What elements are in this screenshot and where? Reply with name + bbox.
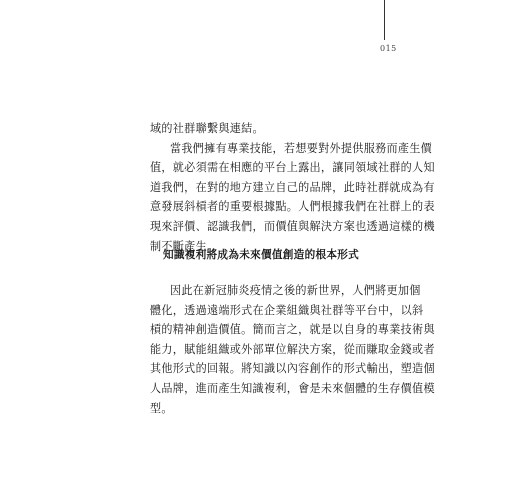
- text-line: 因此在新冠肺炎疫情之後的新世界，人們將更加個: [170, 284, 421, 297]
- text-line: 型。: [150, 401, 173, 415]
- text-line: 制不斷產生。: [150, 239, 219, 253]
- text-line: 當我們擁有專業技能，若想要對外提供服務而產生價: [170, 141, 433, 155]
- text-line: 道我們，在對的地方建立自己的品牌，此時社群就成為有: [150, 180, 435, 194]
- text-line: 值，就必須需在相應的平台上露出，讓同領域社群的人知: [150, 161, 435, 175]
- paragraph-2: [150, 281, 435, 418]
- section-heading: 知識複利將成為未來價值創造的根本形式: [162, 249, 360, 261]
- text-line: 體化，透過遠端形式在企業組織與社群等平台中，以斜: [150, 303, 424, 317]
- page-number: 015: [380, 44, 397, 53]
- text-line: 能力，賦能組織或外部單位解決方案，從而賺取金錢或者: [150, 342, 435, 356]
- text-line: 槓的精神創造價值。簡而言之，就是以自身的專業技術與: [150, 323, 435, 337]
- text-line: 人品牌，進而產生知識複利，會是未來個體的生存價值模: [150, 381, 435, 395]
- paragraph-1: [150, 119, 435, 256]
- text-line: 其他形式的回報。將知識以內容創作的形式輸出，塑造個: [150, 362, 435, 376]
- text-line: 域的社群聯繫與連結。: [150, 122, 264, 135]
- margin-rule: [384, 0, 385, 40]
- text-line: 現來評價、認識我們，而價值與解決方案也透過這樣的機: [150, 219, 435, 233]
- text-line: 意發展斜槓者的重要根據點。人們根據我們在社群上的表: [150, 200, 435, 214]
